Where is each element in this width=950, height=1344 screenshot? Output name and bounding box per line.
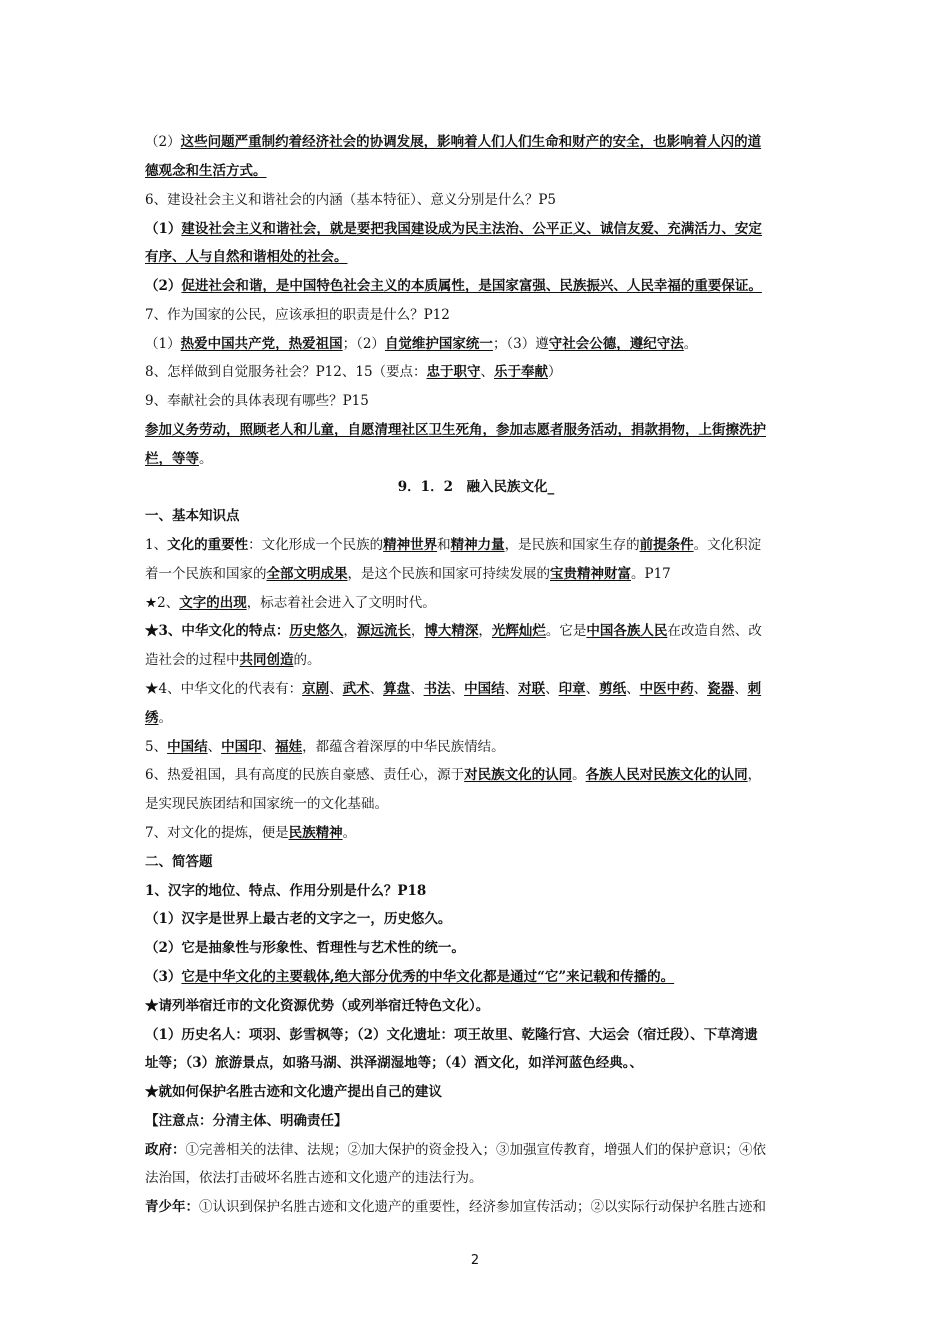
text-span: ：文化形成一个民族的 (248, 537, 384, 553)
key-phrase: 瓷器 (707, 681, 735, 697)
text-line (145, 621, 807, 641)
text-line (145, 708, 807, 728)
text-span: 文化的重要性 (167, 537, 249, 553)
text-line (145, 881, 807, 901)
text-span: 是实现民族团结和国家统一的文化基础。 (145, 796, 388, 812)
text-line (145, 535, 807, 555)
text-span: 政府： (145, 1142, 186, 1158)
text-span: 、 (369, 681, 384, 697)
text-line (145, 909, 807, 929)
text-span: 、 (626, 681, 640, 697)
text-line (145, 219, 807, 239)
key-phrase: 精神力量 (450, 537, 505, 553)
text-span: （3） (145, 969, 182, 985)
text-line (145, 1197, 807, 1217)
key-phrase: 福娃 (275, 739, 303, 755)
text-span: 。 (572, 767, 586, 783)
text-span: 的。 (293, 652, 321, 668)
text-span: ★就如何保护名胜古迹和文化遗产提出自己的建议 (145, 1084, 442, 1100)
key-phrase: 精神世界 (383, 537, 438, 553)
key-phrase: 文字的出现 (179, 595, 247, 611)
text-span: ★2、 (145, 595, 180, 611)
text-span: 。它是 (545, 623, 587, 639)
key-phrase: 中国结 (167, 739, 208, 755)
key-phrase: 博大精深 (424, 623, 479, 639)
key-phrase: 中国各族人民 (586, 623, 668, 639)
text-span: 法治国，依法打击破坏名胜古迹和文化遗产的违法行为。 (145, 1170, 483, 1186)
text-span: （1）历史名人：项羽、彭雪枫等；（2）文化遗址：项王故里、乾隆行宫、大运会（宿迁段）、下草湾遗 (145, 1027, 758, 1043)
key-phrase: 它是中华文化的主要载体,绝大部分优秀的中华文化都是通过“它”来记载和传播的。 (181, 969, 675, 985)
text-line (145, 765, 807, 785)
text-span: 【注意点：分清主体、明确责任】 (145, 1113, 348, 1129)
text-line (145, 967, 807, 987)
key-phrase: 这些问题严重制约着经济社会的协调发展，影响着人们人们生命和财产的安全，也影响着人闪的道 (180, 134, 762, 150)
text-span: 造社会的过程中 (145, 652, 240, 668)
key-phrase: 有序、人与自然和谐相处的社会。 (145, 249, 348, 265)
key-phrase: 中医中药 (639, 681, 694, 697)
key-phrase: 热爱中国共产党，热爱祖国 (180, 336, 343, 352)
text-span: 7、作为国家的公民，应该承担的职责是什么？P12 (145, 307, 450, 323)
text-span: 。 (683, 336, 698, 352)
text-span: 、 (207, 739, 222, 755)
key-phrase: 参加义务劳动，照顾老人和儿童，自愿清理社区卫生死角，参加志愿者服务活动，捐款捐物，上街擦洗护 (145, 422, 766, 438)
key-phrase: 中国印 (221, 739, 262, 755)
text-line (145, 276, 807, 296)
text-line (145, 996, 807, 1016)
text-span: （2） (145, 278, 182, 294)
key-phrase: 民族精神 (288, 825, 343, 841)
text-span: （2）它是抽象性与形象性、哲理性与艺术性的统一。 (145, 940, 465, 956)
text-span: 6、热爱祖国，具有高度的民族自豪感、责任心，源于 (145, 767, 465, 783)
text-span: 9．1．2 融入民族文化_ (397, 479, 555, 495)
text-span: 、 (480, 364, 495, 380)
text-line (145, 247, 807, 267)
text-line (145, 391, 807, 411)
text-span: 1、汉字的地位、特点、作用分别是什么？P18 (145, 883, 427, 899)
text-span: 8、怎样做到自觉服务社会？P12、15（要点： (145, 364, 427, 380)
key-phrase: 印章 (558, 681, 586, 697)
text-span: （2） (145, 134, 181, 150)
key-phrase: 共同创造 (239, 652, 294, 668)
text-span: 在改造自然、改 (667, 623, 762, 639)
text-span: ， (747, 767, 762, 783)
text-span: ①完善相关的法律、法规；②加大保护的资金投入；③加强宣传教育，增强人们的保护意识；④依 (185, 1142, 766, 1158)
text-span: 、 (329, 681, 343, 697)
key-phrase: 宝贵精神财富 (550, 566, 631, 582)
key-phrase: 武术 (342, 681, 370, 697)
key-phrase: 建设社会主义和谐社会，就是要把我国建设成为民主法治、公平正义、诚信友爱、充满活力、安定 (181, 221, 762, 237)
key-phrase: 自觉维护国家统一 (384, 336, 493, 352)
text-span: （1） (145, 221, 182, 237)
key-phrase: 德观念和生活方式。 (145, 163, 267, 179)
text-span: 、 (545, 681, 559, 697)
text-line (145, 506, 807, 526)
text-span: ；（2） (342, 336, 385, 352)
text-span: 5、 (145, 739, 168, 755)
key-phrase: 京剧 (302, 681, 330, 697)
text-line (145, 823, 807, 843)
text-line (145, 737, 807, 757)
text-span: 1、 (145, 537, 168, 553)
key-phrase: 算盘 (383, 681, 411, 697)
text-span: 、 (693, 681, 708, 697)
text-span: ，是民族和国家生存的 (504, 537, 640, 553)
text-span: 、 (734, 681, 748, 697)
text-span: 。 (158, 710, 172, 726)
key-phrase: 绣 (145, 710, 159, 726)
text-line (145, 1168, 807, 1188)
key-phrase: 刺 (747, 681, 762, 697)
text-span: ★请列举宿迁市的文化资源优势（或列举宿迁特色文化）。 (145, 998, 490, 1014)
text-span: 、 (410, 681, 424, 697)
text-line (145, 794, 807, 814)
text-line (145, 362, 807, 382)
text-span: ，标志着社会进入了文明时代。 (246, 595, 436, 611)
text-line (145, 650, 807, 670)
text-line (145, 938, 807, 958)
text-span: 。 (199, 451, 213, 467)
text-span: 和 (437, 537, 451, 553)
key-phrase: 各族人民对民族文化的认同 (585, 767, 748, 783)
key-phrase: 剪纸 (599, 681, 627, 697)
key-phrase: 对联 (518, 681, 546, 697)
key-phrase: 光辉灿烂 (491, 623, 546, 639)
text-line (145, 593, 807, 613)
section-heading (145, 477, 807, 497)
text-line (145, 305, 807, 325)
text-span: 、 (504, 681, 519, 697)
text-span: 着一个民族和国家的 (145, 566, 267, 582)
text-line (145, 1082, 807, 1102)
key-phrase: 乐于奉献 (494, 364, 549, 380)
key-phrase: 栏，等等 (145, 451, 199, 467)
text-span: （1） (145, 336, 181, 352)
text-span: 一、基本知识点 (145, 508, 240, 524)
text-span: ， (343, 623, 357, 639)
key-phrase: 对民族文化的认同 (464, 767, 573, 783)
text-span: 二、简答题 (145, 854, 213, 870)
text-line (145, 1111, 807, 1131)
text-span: 、 (585, 681, 600, 697)
key-phrase: 全部文明成果 (266, 566, 348, 582)
text-span: ，都蕴含着深厚的中华民族情结。 (302, 739, 505, 755)
text-line (145, 1140, 807, 1160)
key-phrase: 促进社会和谐，是中国特色社会主义的本质属性，是国家富强、民族振兴、人民幸福的重要保证。 (181, 278, 762, 294)
text-span: 青少年： (145, 1199, 199, 1215)
key-phrase: 守社会公德，遵纪守法 (548, 336, 684, 352)
key-phrase: 历史悠久 (289, 623, 344, 639)
text-line (145, 190, 807, 210)
text-span: ，是这个民族和国家可持续发展的 (347, 566, 550, 582)
text-span: ， (410, 623, 425, 639)
text-span: ， (478, 623, 492, 639)
key-phrase: 前提条件 (639, 537, 694, 553)
text-span: 、 (450, 681, 465, 697)
text-line (145, 132, 807, 152)
text-span: 址等；（3）旅游景点，如骆马湖、洪泽湖湿地等；（4）酒文化，如洋河蓝色经典。、 (145, 1055, 644, 1071)
key-phrase: 忠于职守 (426, 364, 481, 380)
text-line (145, 679, 807, 699)
text-span: （1）汉字是世界上最古老的文字之一，历史悠久。 (145, 911, 452, 927)
page-number: 2 (470, 1253, 480, 1268)
key-phrase: 中国结 (464, 681, 505, 697)
text-span: ；（3）遵 (492, 336, 549, 352)
text-line (145, 1025, 807, 1045)
key-phrase: 源远流长 (356, 623, 411, 639)
text-line (145, 334, 807, 354)
text-span: 、 (261, 739, 276, 755)
text-line (145, 161, 807, 181)
text-line (145, 1053, 807, 1073)
text-span: 。 (342, 825, 357, 841)
text-span: ★3、中华文化的特点： (145, 623, 290, 639)
text-line (145, 852, 807, 872)
text-span: ★4、中华文化的代表有： (145, 681, 303, 697)
key-phrase: 书法 (423, 681, 451, 697)
text-line (145, 420, 807, 440)
text-span: 。文化积淀 (693, 537, 762, 553)
text-line (145, 564, 807, 584)
text-span: 。P17 (631, 566, 671, 582)
text-span: ①认识到保护名胜古迹和文化遗产的重要性，经济参加宣传活动；②以实际行动保护名胜古迹和 (199, 1199, 766, 1215)
text-span: 9、奉献社会的具体表现有哪些？P15 (145, 393, 369, 409)
text-span: 7、对文化的提炼，便是 (145, 825, 289, 841)
text-span: 6、建设社会主义和谐社会的内涵（基本特征）、意义分别是什么？P5 (145, 192, 557, 208)
text-line (145, 449, 807, 469)
text-span: ） (548, 364, 562, 380)
